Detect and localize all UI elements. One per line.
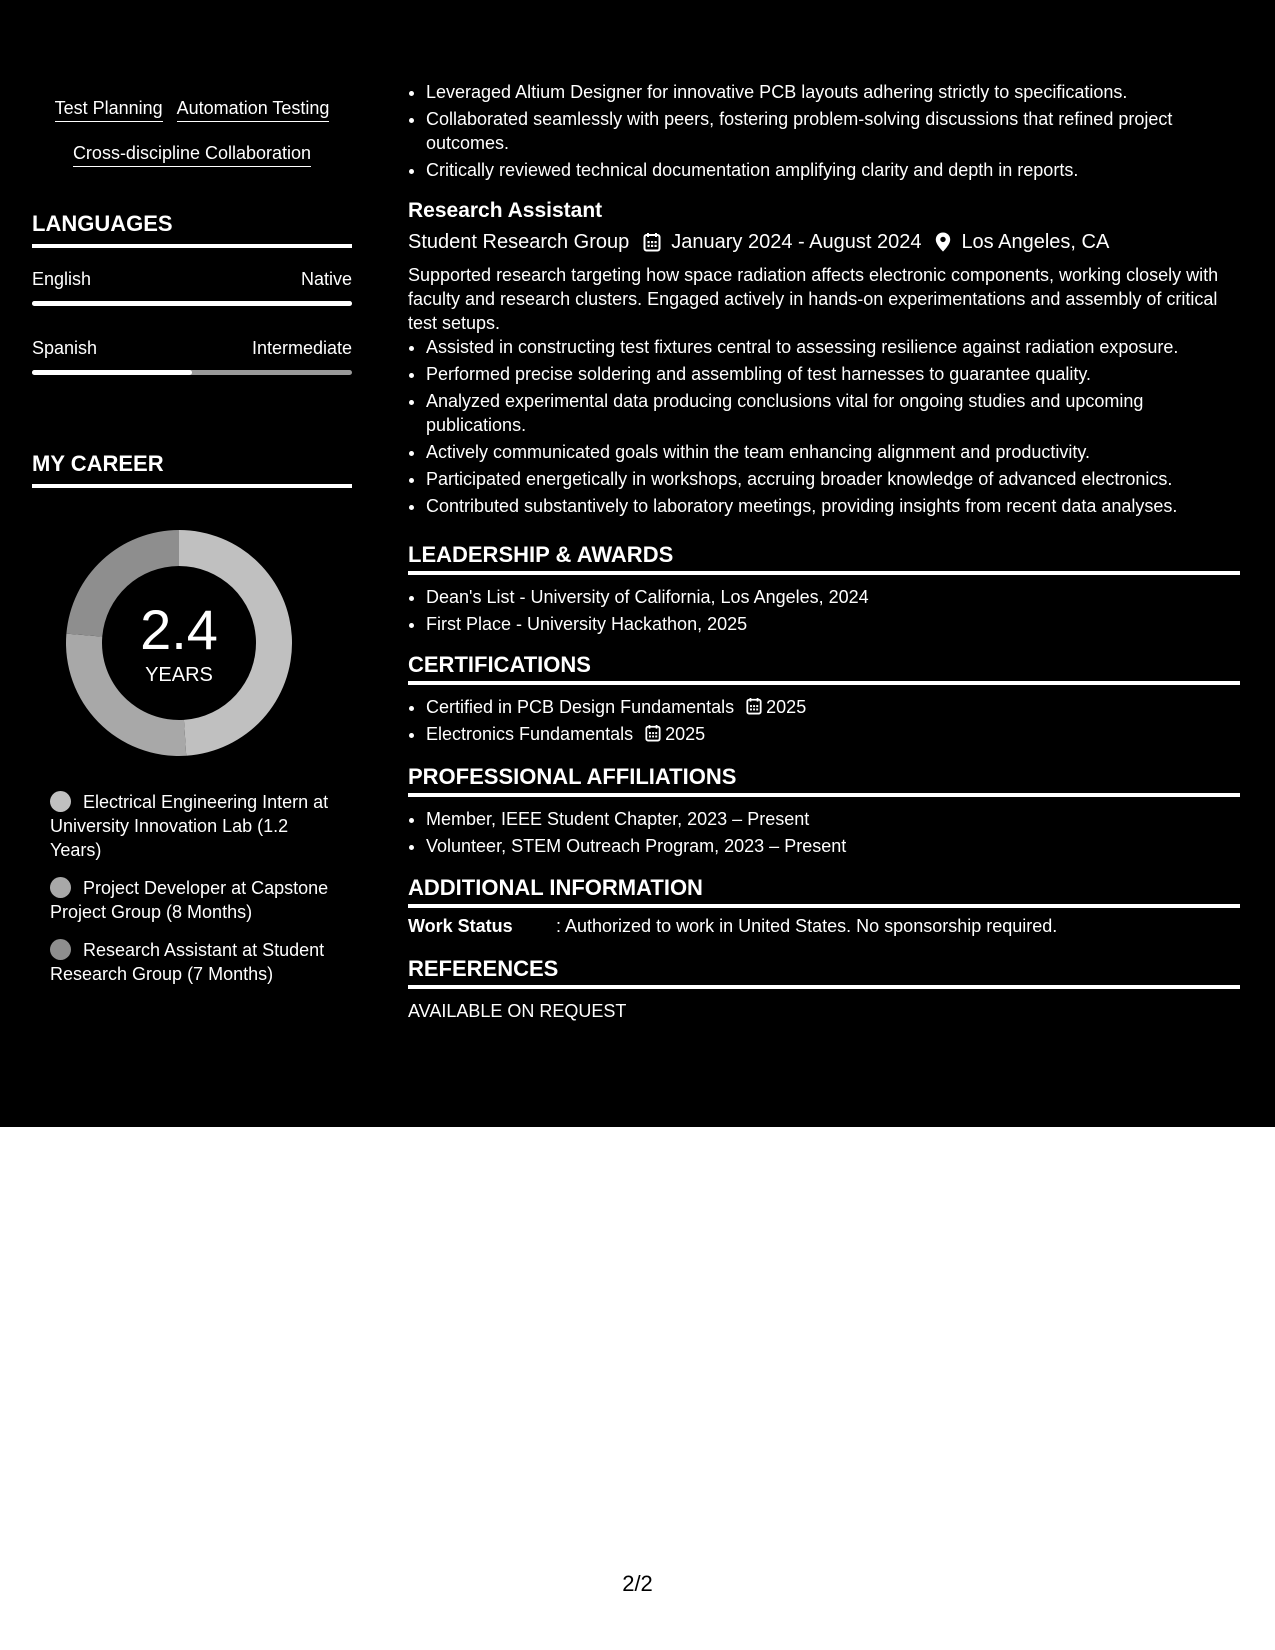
calendar-icon	[746, 697, 762, 715]
skill-tag: Automation Testing	[177, 97, 330, 122]
cert-name: Electronics Fundamentals	[426, 724, 634, 744]
list-item: • Analyzed experimental data producing conclusions vital for ongoing studies and upcoming publications.	[426, 389, 1240, 437]
list-item: • Participated energetically in workshops, accruing broader knowledge of advanced electronics.	[426, 467, 1240, 491]
languages-heading: LANGUAGES	[32, 210, 352, 248]
list-item	[426, 695, 1240, 719]
language-proficiency-fill	[32, 301, 352, 306]
language-proficiency-bar	[32, 301, 352, 306]
additional-info-heading: ADDITIONAL INFORMATION	[408, 874, 1240, 908]
list-item: • Leveraged Altium Designer for innovative PCB layouts adhering strictly to specifications.	[426, 80, 1240, 104]
list-item: • Critically reviewed technical documentation amplifying clarity and depth in reports.	[426, 158, 1240, 182]
career-total-years: 2.4	[140, 598, 218, 661]
list-item: • Volunteer, STEM Outreach Program, 2023 – Present	[426, 834, 1240, 858]
language-spanish	[32, 337, 352, 375]
career-legend-label: Electrical Engineering Intern at University Innovation Lab (1.2 Years)	[50, 792, 329, 860]
leadership-section	[408, 541, 1240, 639]
legend-dot-icon	[50, 791, 71, 812]
references-heading: REFERENCES	[408, 955, 1240, 989]
affiliations-heading: PROFESSIONAL AFFILIATIONS	[408, 763, 1240, 797]
career-legend-item	[50, 876, 340, 924]
language-english	[32, 268, 352, 306]
calendar-icon	[643, 232, 661, 252]
job-meta	[408, 229, 1240, 255]
career-legend-label: Project Developer at Capstone Project Group (8 Months)	[50, 878, 329, 922]
calendar-icon	[645, 724, 661, 742]
language-proficiency-fill	[32, 370, 192, 375]
legend-dot-icon	[50, 877, 71, 898]
language-proficiency-bar	[32, 370, 352, 375]
career-donut-chart	[66, 530, 292, 756]
page-number: 2/2	[622, 1571, 653, 1596]
skill-tag: Cross-discipline Collaboration	[73, 142, 311, 167]
cert-year: 2025	[665, 724, 706, 744]
career-legend-item	[50, 938, 340, 986]
career-legend	[50, 790, 340, 1000]
location-pin-icon	[935, 232, 951, 252]
career-heading: MY CAREER	[32, 450, 352, 488]
job-dates: January 2024 - August 2024	[671, 231, 922, 253]
certifications-section	[408, 651, 1240, 749]
list-item	[426, 722, 1240, 746]
language-level: Native	[300, 269, 352, 289]
job-location: Los Angeles, CA	[961, 231, 1110, 253]
job-research-assistant	[408, 198, 1240, 521]
language-level: Intermediate	[251, 338, 352, 358]
job-title: Research Assistant	[408, 199, 603, 222]
cert-year: 2025	[766, 697, 807, 717]
work-status-row	[408, 914, 1240, 938]
skill-tag: Test Planning	[55, 97, 163, 122]
list-item: • First Place - University Hackathon, 2025	[426, 612, 1240, 636]
list-item: • Member, IEEE Student Chapter, 2023 – Present	[426, 807, 1240, 831]
certifications-heading: CERTIFICATIONS	[408, 651, 1240, 685]
language-name: Spanish	[32, 338, 98, 358]
list-item: • Contributed substantively to laboratory meetings, providing insights from recent data analyses.	[426, 494, 1240, 518]
job-company: Student Research Group	[408, 231, 630, 253]
work-status-label: Work Status	[408, 916, 513, 936]
affiliations-section	[408, 763, 1240, 861]
additional-info-section	[408, 874, 1240, 938]
career-total-unit: YEARS	[145, 664, 213, 686]
cert-name: Certified in PCB Design Fundamentals	[426, 697, 735, 717]
list-item: • Performed precise soldering and assembling of test harnesses to guarantee quality.	[426, 362, 1240, 386]
references-text: AVAILABLE ON REQUEST	[408, 1001, 627, 1021]
list-item: • Collaborated seamlessly with peers, fostering problem-solving discussions that refined project outcomes.	[426, 107, 1240, 155]
career-legend-label: Research Assistant at Student Research Group (7 Months)	[50, 940, 325, 984]
work-status-value: : Authorized to work in United States. No sponsorship required.	[556, 916, 1058, 936]
references-section	[408, 955, 1240, 1023]
list-item: • Actively communicated goals within the team enhancing alignment and productivity.	[426, 440, 1240, 464]
list-item: • Dean's List - University of California, Los Angeles, 2024	[426, 585, 1240, 609]
list-item: • Assisted in constructing test fixtures central to assessing resilience against radiation exposure.	[426, 335, 1240, 359]
leadership-heading: LEADERSHIP & AWARDS	[408, 541, 1240, 575]
language-name: English	[32, 269, 92, 289]
job-summary: Supported research targeting how space radiation affects electronic components, working closely with faculty and research clusters. Engaged actively in hands-on experimentations and assembly of critical test setups.	[408, 265, 1219, 333]
previous-job-bullets	[408, 80, 1240, 185]
legend-dot-icon	[50, 939, 71, 960]
career-legend-item	[50, 790, 340, 862]
skills-list	[32, 86, 352, 176]
